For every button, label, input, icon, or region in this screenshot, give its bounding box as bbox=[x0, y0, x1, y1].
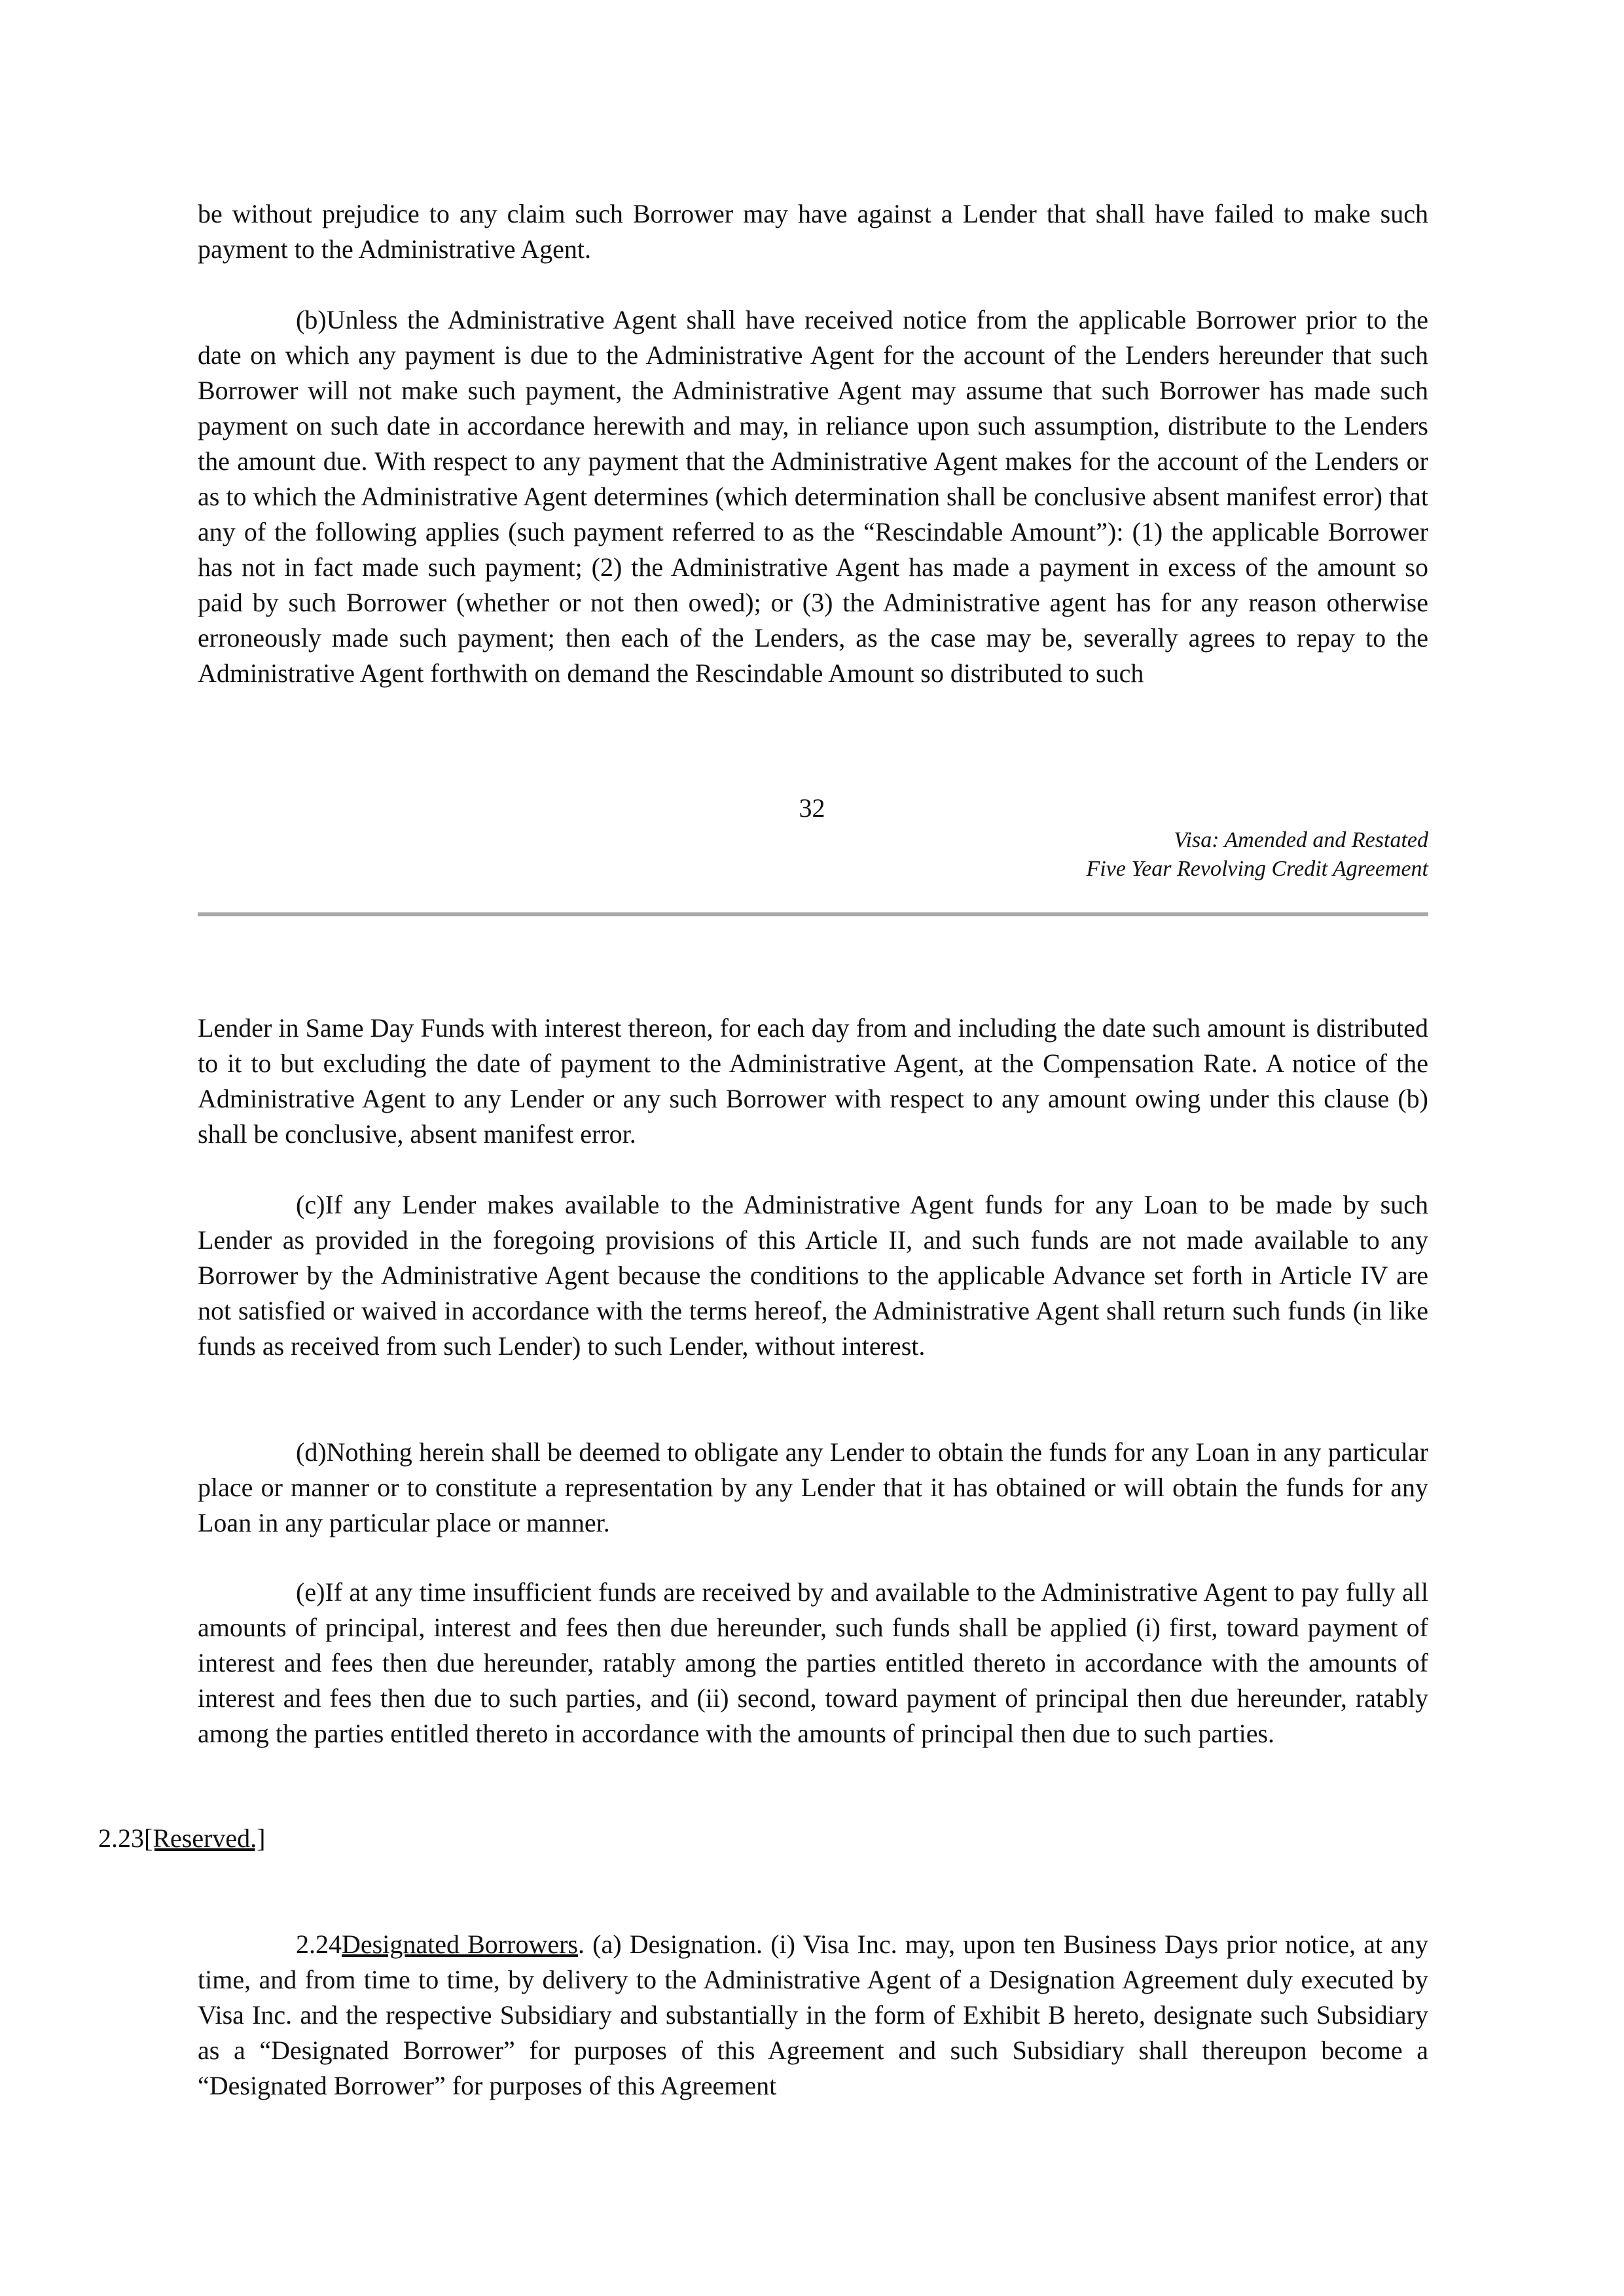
paragraph-e: (e)If at any time insufficient funds are received by and available to the Administrative Agent to pay fully all amounts of principal, interest and fees then due hereunder, such funds shall be applied (i) first, toward payment of interest and fees then due hereunder, ratably among the parties entitled thereto in accordance with the amounts of interest and fees then due to such parties, and (ii) second, toward payment of principal then due hereunder, ratably among the parties entitled thereto in accordance with the amounts of principal then due to such parties. bbox=[198, 1577, 1428, 1748]
section-2-24-paragraph bbox=[198, 1927, 1428, 2104]
paragraph-c: (c)If any Lender makes available to the Administrative Agent funds for any Loan to be made by such Lender as provided in the foregoing provisions of this Article II, and such funds are not made available to any Borrower by the Administrative Agent because the conditions to the applicable Advance set forth in Article IV are not satisfied or waived in accordance with the terms hereof, the Administrative Agent shall return such funds (in like funds as received from such Lender) to such Lender, without interest. bbox=[198, 1190, 1428, 1361]
footer-line-1: Visa: Amended and Restated bbox=[1174, 828, 1428, 852]
section-2-23-number: 2.23 bbox=[98, 1823, 144, 1853]
page-number: 32 bbox=[799, 793, 825, 823]
footer-line-2: Five Year Revolving Credit Agreement bbox=[1086, 857, 1428, 881]
continuation-paragraph-top: be without prejudice to any claim such Borrower may have against a Lender that shall have failed to make such payment to the Administrative Agent. bbox=[198, 199, 1428, 264]
paragraph-d: (d)Nothing herein shall be deemed to obligate any Lender to obtain the funds for any Loan in any particular place or manner or to constitute a representation by any Lender that it has obtained or will obtain the funds for any Loan in any particular place or manner. bbox=[198, 1437, 1428, 1537]
paragraph-b: (b)Unless the Administrative Agent shall have received notice from the applicable Borrower prior to the date on which any payment is due to the Administrative Agent for the account of the Lenders hereunder that such Borrower will not make such payment, the Administrative Agent may assume that such Borrower has made such payment on such date in accordance herewith and may, in reliance upon such assumption, distribute to the Lenders the amount due. With respect to any payment that the Administrative Agent makes for the account of the Lenders or as to which the Administrative Agent determines (which determination shall be conclusive absent manifest error) that any of the following applies (such payment referred to as the “Rescindable Amount”): (1) the applicable Borrower has not in fact made such payment; (2) the Administrative Agent has made a payment in excess of the amount so paid by such Borrower (whether or not then owed); or (3) the Administrative agent has for any reason otherwise erroneously made such payment; then each of the Lenders, as the case may be, severally agrees to repay to the Administrative Agent forthwith on demand the Rescindable Amount so distributed to such bbox=[198, 305, 1428, 688]
page-break-divider bbox=[198, 912, 1428, 916]
continuation-paragraph-bottom: Lender in Same Day Funds with interest thereon, for each day from and including the date such amount is distributed to it to but excluding the date of payment to the Administrative Agent, at the Compensation Rate. A notice of the Administrative Agent to any Lender or any such Borrower with respect to any amount owing under this clause (b) shall be conclusive, absent manifest error. bbox=[198, 1013, 1428, 1149]
section-2-23-heading bbox=[98, 1821, 265, 1856]
section-2-24-number: 2.24 bbox=[296, 1929, 342, 1959]
footer bbox=[916, 826, 1428, 884]
section-2-24-title: Designated Borrowers bbox=[342, 1929, 578, 1959]
section-2-24-text: . (a) Designation. (i) Visa Inc. may, upon ten Business Days prior notice, at any time, and from time to time, by delivery to the Administrative Agent of a Designation Agreement duly executed by Visa Inc. and the respective Subsidiary and substantially in the form of Exhibit B hereto, designate such Subsidiary as a “Designated Borrower” for purposes of this Agreement and such Subsidiary shall thereupon become a “Designated Borrower” for purposes of this Agreement bbox=[198, 1929, 1428, 2100]
section-2-23-title: [Reserved.] bbox=[144, 1823, 266, 1853]
